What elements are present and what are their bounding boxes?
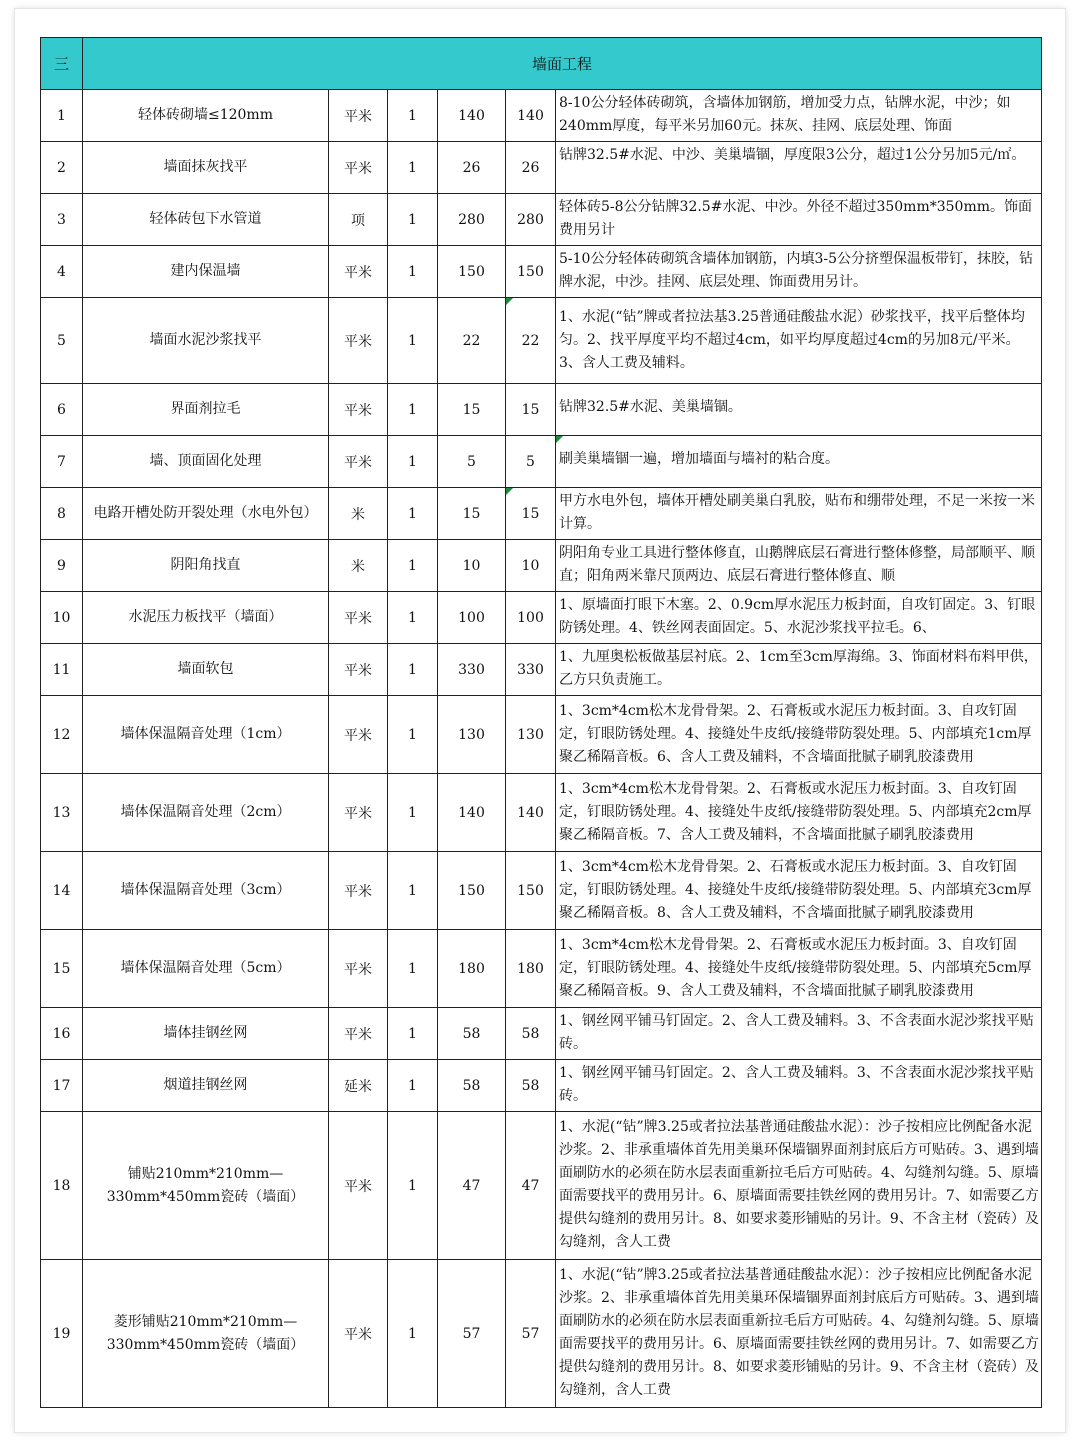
- item-total: 330: [506, 644, 556, 696]
- item-quantity: 1: [388, 488, 438, 540]
- item-total: 140: [506, 774, 556, 852]
- item-description: [556, 298, 1042, 384]
- description-text: 1、原墙面打眼下木塞。2、0.9cm厚水泥压力板封面，自攻钉固定。3、钉眼防锈处理。4、铁丝网表面固定。5、水泥沙浆找平拉毛。6、: [559, 597, 1036, 636]
- item-quantity: 1: [388, 592, 438, 644]
- item-quantity: 1: [388, 540, 438, 592]
- row-number: 9: [41, 540, 83, 592]
- item-unit-price: 57: [438, 1260, 506, 1408]
- item-unit: 平米: [329, 1112, 388, 1260]
- item-description: [556, 592, 1042, 644]
- item-unit-price: 150: [438, 852, 506, 930]
- item-name: 电路开槽处防开裂处理（水电外包）: [83, 488, 329, 540]
- item-quantity: 1: [388, 644, 438, 696]
- item-unit-price: 58: [438, 1060, 506, 1112]
- item-quantity: 1: [388, 142, 438, 194]
- description-text: 1、水泥(“钻”牌或者拉法基3.25普通硅酸盐水泥）砂浆找平，找平后整体均匀。2、找平厚度平均不超过4cm，如平均厚度超过4cm的另加8元/平米。3、含人工费及辅料。: [559, 308, 1025, 371]
- item-unit-price: 10: [438, 540, 506, 592]
- description-text: 钻牌32.5#水泥、美巢墙锢。: [559, 398, 742, 415]
- item-description: [556, 142, 1042, 194]
- table-row: [41, 592, 1042, 644]
- description-text: 甲方水电外包，墙体开槽处刷美巢白乳胶，贴布和绷带处理，不足一米按一米计算。: [559, 493, 1035, 532]
- item-total: 180: [506, 930, 556, 1008]
- item-unit: 平米: [329, 930, 388, 1008]
- item-unit: 米: [329, 488, 388, 540]
- item-total: 47: [506, 1112, 556, 1260]
- item-unit-price: 180: [438, 930, 506, 1008]
- item-unit: 平米: [329, 384, 388, 436]
- item-description: [556, 774, 1042, 852]
- table-row: [41, 90, 1042, 142]
- item-unit-price: 26: [438, 142, 506, 194]
- item-description: [556, 852, 1042, 930]
- item-unit: 平米: [329, 644, 388, 696]
- table-row: [41, 194, 1042, 246]
- row-number: 13: [41, 774, 83, 852]
- item-unit-price: 140: [438, 90, 506, 142]
- item-quantity: 1: [388, 1260, 438, 1408]
- description-text: 轻体砖5-8公分钻牌32.5#水泥、中沙。外径不超过350mm*350mm。饰面费用另计: [559, 199, 1032, 238]
- item-total: 15: [506, 488, 556, 540]
- item-total: 140: [506, 90, 556, 142]
- description-text: 1、3cm*4cm松木龙骨骨架。2、石膏板或水泥压力板封面。3、自攻钉固定，钉眼防锈处理。4、接缝处牛皮纸/接缝带防裂处理。5、内部填充3cm厚聚乙稀隔音板。8、含人工费及辅料，不含墙面批腻子刷乳胶漆费用: [559, 858, 1032, 921]
- description-text: 1、钢丝网平铺马钉固定。2、含人工费及辅料。3、不含表面水泥沙浆找平贴砖。: [559, 1013, 1034, 1052]
- item-quantity: 1: [388, 930, 438, 1008]
- table-row: [41, 1260, 1042, 1408]
- description-text: 5-10公分轻体砖砌筑含墙体加钢筋，内填3-5公分挤塑保温板带钉，抹胶，钻牌水泥，中沙。挂网、底层处理、饰面费用另计。: [559, 251, 1033, 290]
- item-total: 26: [506, 142, 556, 194]
- row-number: 4: [41, 246, 83, 298]
- table-row: [41, 540, 1042, 592]
- row-number: 12: [41, 696, 83, 774]
- item-quantity: 1: [388, 436, 438, 488]
- row-number: 5: [41, 298, 83, 384]
- table-row: [41, 930, 1042, 1008]
- table-row: [41, 488, 1042, 540]
- table-row: [41, 1008, 1042, 1060]
- item-quantity: 1: [388, 90, 438, 142]
- item-unit-price: 330: [438, 644, 506, 696]
- description-text: 8-10公分轻体砖砌筑，含墙体加钢筋，增加受力点，钻牌水泥，中沙；如240mm厚度，每平米另加60元。抹灰、挂网、底层处理、饰面: [559, 95, 1011, 134]
- item-unit: 平米: [329, 774, 388, 852]
- item-unit: 平米: [329, 246, 388, 298]
- item-total: 100: [506, 592, 556, 644]
- table-row: [41, 644, 1042, 696]
- item-name: 墙体保温隔音处理（5cm）: [83, 930, 329, 1008]
- item-quantity: 1: [388, 194, 438, 246]
- item-unit-price: 5: [438, 436, 506, 488]
- item-name: 墙体挂钢丝网: [83, 1008, 329, 1060]
- item-name: 界面剂拉毛: [83, 384, 329, 436]
- item-description: [556, 930, 1042, 1008]
- table-row: [41, 298, 1042, 384]
- item-name: 烟道挂钢丝网: [83, 1060, 329, 1112]
- item-unit-price: 22: [438, 298, 506, 384]
- description-text: 刷美巢墙锢一遍，增加墙面与墙衬的粘合度。: [559, 450, 839, 467]
- item-total: 10: [506, 540, 556, 592]
- description-text: 1、九厘奥松板做基层衬底。2、1cm至3cm厚海绵。3、饰面材料布料甲供，乙方只负责施工。: [559, 649, 1038, 688]
- item-total: 58: [506, 1008, 556, 1060]
- item-unit-price: 15: [438, 384, 506, 436]
- description-text: 阴阳角专业工具进行整体修直，山鹅牌底层石膏进行整体修整，局部顺平、顺直；阳角两米靠尺顶两边、底层石膏进行整体修直、顺: [559, 545, 1035, 584]
- row-number: 2: [41, 142, 83, 194]
- item-description: [556, 1112, 1042, 1260]
- table-row: [41, 1112, 1042, 1260]
- item-total: 22: [506, 298, 556, 384]
- item-name: 水泥压力板找平（墙面）: [83, 592, 329, 644]
- item-unit: 平米: [329, 696, 388, 774]
- row-number: 15: [41, 930, 83, 1008]
- description-text: 1、水泥(“钻”牌3.25或者拉法基普通硅酸盐水泥）：沙子按相应比例配备水泥沙浆。2、非承重墙体首先用美巢环保墙锢界面剂封底后方可贴砖。3、遇到墙面刷防水的必须在防水层表面重新拉毛后方可贴砖。4、勾缝剂勾缝。5、原墙面需要找平的费用另计。6、原墙面需要挂铁丝网的费用另计。7、如需要乙方提供勾缝剂的费用另计。8、如要求菱形铺贴的另计。9、不含主材（瓷砖）及勾缝剂，含人工费: [559, 1267, 1039, 1398]
- item-description: [556, 246, 1042, 298]
- item-quantity: 1: [388, 852, 438, 930]
- item-name: 铺贴210mm*210mm—330mm*450mm瓷砖（墙面）: [83, 1112, 329, 1260]
- row-number: 3: [41, 194, 83, 246]
- item-description: [556, 1008, 1042, 1060]
- item-unit-price: 58: [438, 1008, 506, 1060]
- item-unit-price: 140: [438, 774, 506, 852]
- row-number: 1: [41, 90, 83, 142]
- item-unit-price: 100: [438, 592, 506, 644]
- item-name: 墙、顶面固化处理: [83, 436, 329, 488]
- item-unit-price: 15: [438, 488, 506, 540]
- item-total: 280: [506, 194, 556, 246]
- item-description: [556, 384, 1042, 436]
- row-number: 18: [41, 1112, 83, 1260]
- description-text: 1、3cm*4cm松木龙骨骨架。2、石膏板或水泥压力板封面。3、自攻钉固定，钉眼防锈处理。4、接缝处牛皮纸/接缝带防裂处理。5、内部填充5cm厚聚乙稀隔音板。9、含人工费及辅料，不含墙面批腻子刷乳胶漆费用: [559, 936, 1032, 999]
- item-total: 150: [506, 246, 556, 298]
- table-row: [41, 246, 1042, 298]
- item-total: 15: [506, 384, 556, 436]
- item-unit-price: 47: [438, 1112, 506, 1260]
- item-quantity: 1: [388, 298, 438, 384]
- item-description: [556, 540, 1042, 592]
- item-unit: 米: [329, 540, 388, 592]
- table-row: [41, 142, 1042, 194]
- row-number: 8: [41, 488, 83, 540]
- item-name: 阴阳角找直: [83, 540, 329, 592]
- item-unit: 平米: [329, 142, 388, 194]
- item-unit-price: 130: [438, 696, 506, 774]
- item-quantity: 1: [388, 1060, 438, 1112]
- item-quantity: 1: [388, 696, 438, 774]
- item-unit: 平米: [329, 852, 388, 930]
- item-name: 墙体保温隔音处理（1cm）: [83, 696, 329, 774]
- item-description: [556, 644, 1042, 696]
- cell-note-marker: [506, 488, 513, 495]
- item-quantity: 1: [388, 384, 438, 436]
- description-text: 1、3cm*4cm松木龙骨骨架。2、石膏板或水泥压力板封面。3、自攻钉固定，钉眼防锈处理。4、接缝处牛皮纸/接缝带防裂处理。5、内部填充2cm厚聚乙稀隔音板。7、含人工费及辅料，不含墙面批腻子刷乳胶漆费用: [559, 780, 1032, 843]
- item-unit-price: 280: [438, 194, 506, 246]
- table-row: [41, 384, 1042, 436]
- item-unit: 延米: [329, 1060, 388, 1112]
- item-description: [556, 90, 1042, 142]
- item-total: 57: [506, 1260, 556, 1408]
- item-name: 菱形铺贴210mm*210mm—330mm*450mm瓷砖（墙面）: [83, 1260, 329, 1408]
- table-row: [41, 852, 1042, 930]
- item-total: 5: [506, 436, 556, 488]
- item-name: 建内保温墙: [83, 246, 329, 298]
- item-name: 墙体保温隔音处理（3cm）: [83, 852, 329, 930]
- row-number: 7: [41, 436, 83, 488]
- item-name: 墙面水泥沙浆找平: [83, 298, 329, 384]
- item-quantity: 1: [388, 246, 438, 298]
- row-number: 17: [41, 1060, 83, 1112]
- section-header-row: [41, 38, 1042, 90]
- item-name: 轻体砖包下水管道: [83, 194, 329, 246]
- table-row: [41, 696, 1042, 774]
- cell-note-marker: [506, 298, 513, 305]
- row-number: 14: [41, 852, 83, 930]
- item-unit: 平米: [329, 592, 388, 644]
- row-number: 16: [41, 1008, 83, 1060]
- row-number: 6: [41, 384, 83, 436]
- item-name: 墙面软包: [83, 644, 329, 696]
- item-total: 150: [506, 852, 556, 930]
- item-unit-price: 150: [438, 246, 506, 298]
- description-text: 1、3cm*4cm松木龙骨骨架。2、石膏板或水泥压力板封面。3、自攻钉固定，钉眼防锈处理。4、接缝处牛皮纸/接缝带防裂处理。5、内部填充1cm厚聚乙稀隔音板。6、含人工费及辅料，不含墙面批腻子刷乳胶漆费用: [559, 702, 1032, 765]
- description-text: 钻牌32.5#水泥、中沙、美巢墙锢，厚度限3公分，超过1公分另加5元/㎡。: [559, 147, 1026, 163]
- description-text: 1、水泥(“钻”牌3.25或者拉法基普通硅酸盐水泥）：沙子按相应比例配备水泥沙浆。2、非承重墙体首先用美巢环保墙锢界面剂封底后方可贴砖。3、遇到墙面刷防水的必须在防水层表面重新拉毛后方可贴砖。4、勾缝剂勾缝。5、原墙面需要找平的费用另计。6、原墙面需要挂铁丝网的费用另计。7、如需要乙方提供勾缝剂的费用另计。8、如要求菱形铺贴的另计。9、不含主材（瓷砖）及勾缝剂，含人工费: [559, 1119, 1039, 1250]
- table-row: [41, 1060, 1042, 1112]
- row-number: 10: [41, 592, 83, 644]
- section-title: 墙面工程: [83, 38, 1042, 90]
- item-description: [556, 1260, 1042, 1408]
- item-unit: 平米: [329, 298, 388, 384]
- item-description: [556, 194, 1042, 246]
- item-name: 轻体砖砌墙≤120mm: [83, 90, 329, 142]
- table-row: [41, 436, 1042, 488]
- item-unit: 平米: [329, 1008, 388, 1060]
- item-unit: 平米: [329, 90, 388, 142]
- item-quantity: 1: [388, 1112, 438, 1260]
- row-number: 11: [41, 644, 83, 696]
- description-text: 1、钢丝网平铺马钉固定。2、含人工费及辅料。3、不含表面水泥沙浆找平贴砖。: [559, 1065, 1034, 1104]
- item-name: 墙面抹灰找平: [83, 142, 329, 194]
- item-unit: 平米: [329, 436, 388, 488]
- item-total: 58: [506, 1060, 556, 1112]
- item-description: [556, 1060, 1042, 1112]
- row-number: 19: [41, 1260, 83, 1408]
- item-description: [556, 436, 1042, 488]
- item-quantity: 1: [388, 774, 438, 852]
- item-total: 130: [506, 696, 556, 774]
- item-description: [556, 696, 1042, 774]
- item-quantity: 1: [388, 1008, 438, 1060]
- table-row: [41, 774, 1042, 852]
- item-description: [556, 488, 1042, 540]
- item-unit: 平米: [329, 1260, 388, 1408]
- item-unit: 项: [329, 194, 388, 246]
- quote-table: [40, 37, 1042, 1408]
- item-name: 墙体保温隔音处理（2cm）: [83, 774, 329, 852]
- cell-note-marker: [556, 436, 563, 443]
- section-index: 三: [41, 38, 83, 90]
